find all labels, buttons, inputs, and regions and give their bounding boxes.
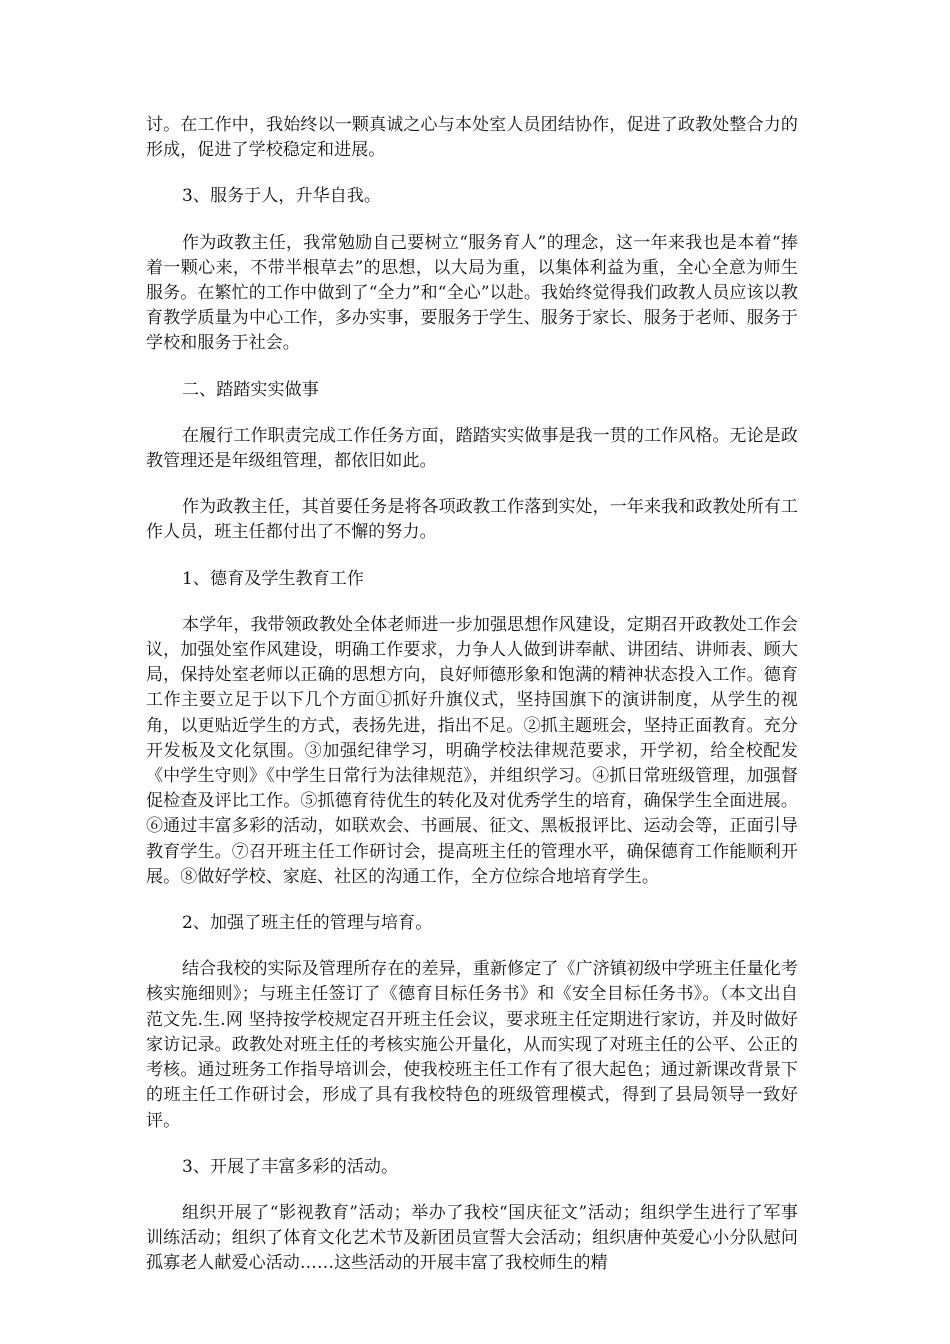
paragraph-main-task: 作为政教主任，其首要任务是将各项政教工作落到实处，一年来我和政教处所有工作人员，班主任都付出了不懈的努力。 <box>146 497 798 543</box>
paragraph-work-style: 在履行工作职责完成工作任务方面，踏踏实实做事是我一贯的工作风格。无论是政教管理还是年级组管理，都依旧如此。 <box>146 425 798 472</box>
paragraph-activities: 组织开展了“影视教育”活动；举办了我校“国庆征文”活动；组织学生进行了军事训练活动；组织了体育文化艺术节及新团员宣誓大会活动；组织唐仲英爱心小分队慰问孤寡老人献爱心活动……这些活动的开展丰富了我校师生的精 <box>146 1202 798 1274</box>
section-heading-activities: 3、开展了丰富多彩的活动。 <box>182 1156 399 1177</box>
section-heading-do-things: 二、踏踏实实做事 <box>182 379 319 400</box>
paragraph-continuation: 讨。在工作中，我始终以一颗真诚之心与本处室人员团结协作，促进了政教处整合力的形成，促进了学校稳定和进展。 <box>146 115 798 161</box>
paragraph-serve-people: 作为政教主任，我常勉励自己要树立“服务育人”的理念，这一年来我也是本着“捧着一颗心来，不带半根草去”的思想，以大局为重，以集体利益为重，全心全意为师生服务。在繁忙的工作中做到了“全力”和“全心”以赴。我始终觉得我们政教人员应该以教育教学质量为中心工作，多办实事，要服务于学生、服务于家长、服务于老师、服务于学校和服务于社会。 <box>146 232 798 354</box>
document-body <box>146 113 798 1277</box>
paragraph-head-teacher: 结合我校的实际及管理所存在的差异，重新修定了《广济镇初级中学班主任量化考核实施细则》；与班主任签订了《德育目标任务书》和《安全目标任务书》。（本文出自范文先.生.网 坚持按学校规定召开班主任会议，要求班主任定期进行家访，并及时做好家访记录。政教处对班主任的考核实施公开量化，从而实现了对班主任的公平、公正的考核。通过班务工作指导培训会，使我校班主任工作有了很大起色；通过新课改背景下的班主任工作研讨会，形成了具有我校特色的班级管理模式，得到了县局领导一致好评。 <box>146 959 798 1131</box>
section-heading-head-teacher: 2、加强了班主任的管理与培育。 <box>182 913 433 934</box>
section-heading-serve-people: 3、服务于人，升华自我。 <box>182 186 382 207</box>
section-heading-moral-education: 1、德育及学生教育工作 <box>182 568 364 589</box>
paragraph-moral-education: 本学年，我带领政教处全体老师进一步加强思想作风建设，定期召开政教处工作会议，加强处室作风建设，明确工作要求，力争人人做到讲奉献、讲团结、讲师表、顾大局，保持处室老师以正确的思想方向，良好师德形象和饱满的精神状态投入工作。德育工作主要立足于以下几个方面①抓好升旗仪式，坚持国旗下的演讲制度，从学生的视角，以更贴近学生的方式，表扬先进，指出不足。②抓主题班会，坚持正面教育。充分开发板及文化氛围。③加强纪律学习，明确学校法律规范要求，开学初，给全校配发《中学生守则》《中学生日常行为法律规范》，并组织学习。④抓日常班级管理，加强督促检查及评比工作。⑤抓德育待优生的转化及对优秀学生的培育，确保学生全面进展。⑥通过丰富多彩的活动，如联欢会、书画展、征文、黑板报评比、运动会等，正面引导教育学生。⑦召开班主任工作研讨会，提高班主任的管理水平，确保德育工作能顺利开展。⑧做好学校、家庭、社区的沟通工作，全方位综合地培育学生。 <box>146 614 798 887</box>
